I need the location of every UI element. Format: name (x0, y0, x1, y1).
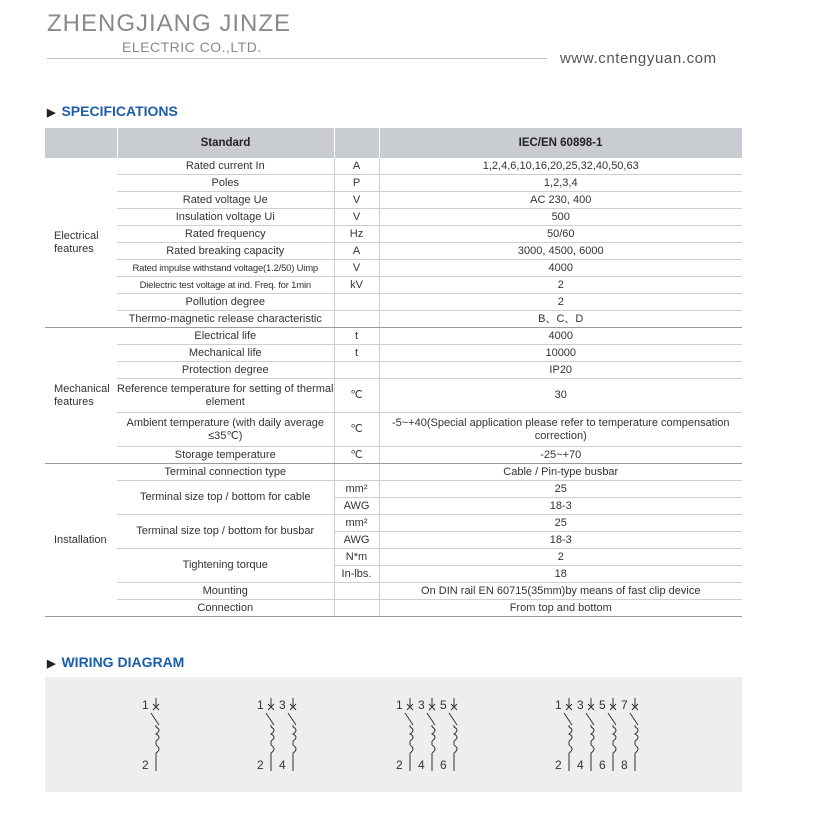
table-header-row (45, 128, 742, 158)
terminal-bottom-label: 4 (418, 758, 425, 772)
param-cell: Terminal connection type (117, 464, 334, 481)
unit-cell: mm² (334, 515, 379, 532)
terminal-top-label: 5 (440, 698, 447, 712)
terminal-bottom-label: 2 (555, 758, 562, 772)
table-row (45, 362, 742, 379)
pole-1 (257, 698, 274, 772)
param-cell: Electrical life (117, 328, 334, 345)
param-cell: Poles (117, 175, 334, 192)
table-row (45, 192, 742, 209)
param-cell: Terminal size top / bottom for cable (117, 481, 334, 515)
table-row (45, 600, 742, 617)
category-installation: Installation (45, 464, 117, 617)
unit-cell: kV (334, 277, 379, 294)
unit-cell (334, 362, 379, 379)
value-cell: AC 230, 400 (379, 192, 742, 209)
breaker-symbol-icon (586, 698, 594, 771)
breaker-symbol-icon (449, 698, 457, 771)
table-row (45, 413, 742, 447)
param-cell: Thermo-magnetic release characteristic (117, 311, 334, 328)
terminal-bottom-label: 6 (599, 758, 606, 772)
table-row (45, 226, 742, 243)
table-row (45, 549, 742, 566)
unit-cell: V (334, 260, 379, 277)
param-cell: Storage temperature (117, 447, 334, 464)
value-cell: B、C、D (379, 311, 742, 328)
breaker-symbol-icon (564, 698, 572, 771)
value-cell: 2 (379, 549, 742, 566)
website-url[interactable]: www.cntengyuan.com (560, 50, 717, 67)
table-row (45, 345, 742, 362)
pole-1 (396, 698, 413, 772)
unit-cell: N*m (334, 549, 379, 566)
unit-cell (334, 600, 379, 617)
value-cell: 1,2,4,6,10,16,20,25,32,40,50,63 (379, 158, 742, 175)
breaker-symbol-icon (630, 698, 638, 771)
pole-3 (599, 698, 616, 772)
terminal-bottom-label: 2 (257, 758, 264, 772)
param-cell: Rated frequency (117, 226, 334, 243)
unit-cell: A (334, 243, 379, 260)
terminal-top-label: 1 (396, 698, 403, 712)
param-cell: Reference temperature for setting of thermal element (117, 379, 334, 413)
category-electrical: Electrical features (45, 158, 117, 328)
param-cell: Insulation voltage Ui (117, 209, 334, 226)
table-row (45, 464, 742, 481)
unit-cell: A (334, 158, 379, 175)
breaker-symbol-icon (151, 698, 159, 771)
param-cell: Rated voltage Ue (117, 192, 334, 209)
breaker-symbol-icon (405, 698, 413, 771)
value-cell: 18-3 (379, 532, 742, 549)
terminal-bottom-label: 6 (440, 758, 447, 772)
terminal-top-label: 3 (418, 698, 425, 712)
table-row (45, 158, 742, 175)
triangle-bullet-icon: ▶ (47, 107, 56, 119)
value-cell: -5~+40(Special application please refer to temperature compensation correction) (379, 413, 742, 447)
terminal-top-label: 7 (621, 698, 628, 712)
param-cell: Terminal size top / bottom for busbar (117, 515, 334, 549)
pole-4 (621, 698, 638, 772)
value-cell: 3000, 4500, 6000 (379, 243, 742, 260)
param-cell: Protection degree (117, 362, 334, 379)
unit-cell (334, 583, 379, 600)
wiring-heading-text: WIRING DIAGRAM (61, 654, 185, 670)
triangle-bullet-icon: ▶ (47, 658, 56, 670)
value-cell: 1,2,3,4 (379, 175, 742, 192)
pole-1 (142, 698, 159, 772)
header-divider (47, 58, 547, 59)
terminal-top-label: 1 (555, 698, 562, 712)
pole-2 (418, 698, 435, 772)
unit-cell: Hz (334, 226, 379, 243)
value-cell: 18-3 (379, 498, 742, 515)
unit-cell: t (334, 328, 379, 345)
header-blank (45, 128, 117, 158)
param-cell: Rated impulse withstand voltage(1.2/50) Uimp (117, 260, 334, 277)
wiring-diagram-2p (255, 677, 415, 797)
terminal-top-label: 3 (279, 698, 286, 712)
unit-cell: ℃ (334, 379, 379, 413)
wiring-diagram-panel (45, 677, 742, 792)
terminal-top-label: 3 (577, 698, 584, 712)
breaker-symbol-icon (288, 698, 296, 771)
value-cell: 25 (379, 481, 742, 498)
unit-cell (334, 294, 379, 311)
param-cell: Rated current In (117, 158, 334, 175)
table-row (45, 243, 742, 260)
header-standard-value: IEC/EN 60898-1 (379, 128, 742, 158)
param-cell: Rated breaking capacity (117, 243, 334, 260)
param-cell: Mechanical life (117, 345, 334, 362)
unit-cell (334, 464, 379, 481)
param-cell: Mounting (117, 583, 334, 600)
pole-3 (440, 698, 457, 772)
table-row (45, 583, 742, 600)
terminal-bottom-label: 4 (577, 758, 584, 772)
value-cell: 30 (379, 379, 742, 413)
table-row (45, 328, 742, 345)
param-cell: Tightening torque (117, 549, 334, 583)
table-row (45, 209, 742, 226)
wiring-diagram-3p (394, 677, 554, 797)
unit-cell: ℃ (334, 413, 379, 447)
value-cell: 10000 (379, 345, 742, 362)
specifications-table (45, 128, 742, 617)
terminal-bottom-label: 2 (396, 758, 403, 772)
unit-cell: mm² (334, 481, 379, 498)
unit-cell: V (334, 209, 379, 226)
terminal-top-label: 1 (257, 698, 264, 712)
terminal-bottom-label: 4 (279, 758, 286, 772)
specifications-heading (47, 103, 178, 119)
unit-cell (334, 311, 379, 328)
table-row (45, 515, 742, 532)
table-row (45, 447, 742, 464)
unit-cell: V (334, 192, 379, 209)
pole-1 (555, 698, 572, 772)
terminal-bottom-label: 2 (142, 758, 149, 772)
value-cell: 500 (379, 209, 742, 226)
table-row (45, 260, 742, 277)
breaker-symbol-icon (266, 698, 274, 771)
table-row (45, 379, 742, 413)
table-row (45, 277, 742, 294)
value-cell: 25 (379, 515, 742, 532)
breaker-symbol-icon (608, 698, 616, 771)
table-row (45, 175, 742, 192)
breaker-symbol-icon (427, 698, 435, 771)
value-cell: 4000 (379, 260, 742, 277)
param-cell: Dielectric test voltage at ind. Freq. for 1min (117, 277, 334, 294)
unit-cell: AWG (334, 532, 379, 549)
table-row (45, 481, 742, 498)
value-cell: 18 (379, 566, 742, 583)
value-cell: IP20 (379, 362, 742, 379)
unit-cell: P (334, 175, 379, 192)
unit-cell: t (334, 345, 379, 362)
param-cell: Connection (117, 600, 334, 617)
wiring-diagram-heading (47, 654, 184, 670)
header-standard-label: Standard (117, 128, 334, 158)
table-row (45, 294, 742, 311)
terminal-top-label: 5 (599, 698, 606, 712)
category-mechanical: Mechanical features (45, 328, 117, 464)
specifications-heading-text: SPECIFICATIONS (61, 103, 178, 119)
unit-cell: AWG (334, 498, 379, 515)
wiring-diagram-4p (553, 677, 713, 797)
company-name: ZHENGJIANG JINZE (47, 10, 292, 37)
company-subtitle: ELECTRIC CO.,LTD. (122, 39, 262, 55)
param-cell: Ambient temperature (with daily average ≤35℃) (117, 413, 334, 447)
value-cell: 2 (379, 277, 742, 294)
value-cell: -25~+70 (379, 447, 742, 464)
value-cell: 2 (379, 294, 742, 311)
terminal-top-label: 1 (142, 698, 149, 712)
value-cell: On DIN rail EN 60715(35mm)by means of fast clip device (379, 583, 742, 600)
pole-2 (279, 698, 296, 772)
header-unit-blank (334, 128, 379, 158)
value-cell: From top and bottom (379, 600, 742, 617)
pole-2 (577, 698, 594, 772)
unit-cell: In-lbs. (334, 566, 379, 583)
unit-cell: ℃ (334, 447, 379, 464)
terminal-bottom-label: 8 (621, 758, 628, 772)
value-cell: Cable / Pin-type busbar (379, 464, 742, 481)
value-cell: 50/60 (379, 226, 742, 243)
table-row (45, 311, 742, 328)
value-cell: 4000 (379, 328, 742, 345)
param-cell: Pollution degree (117, 294, 334, 311)
